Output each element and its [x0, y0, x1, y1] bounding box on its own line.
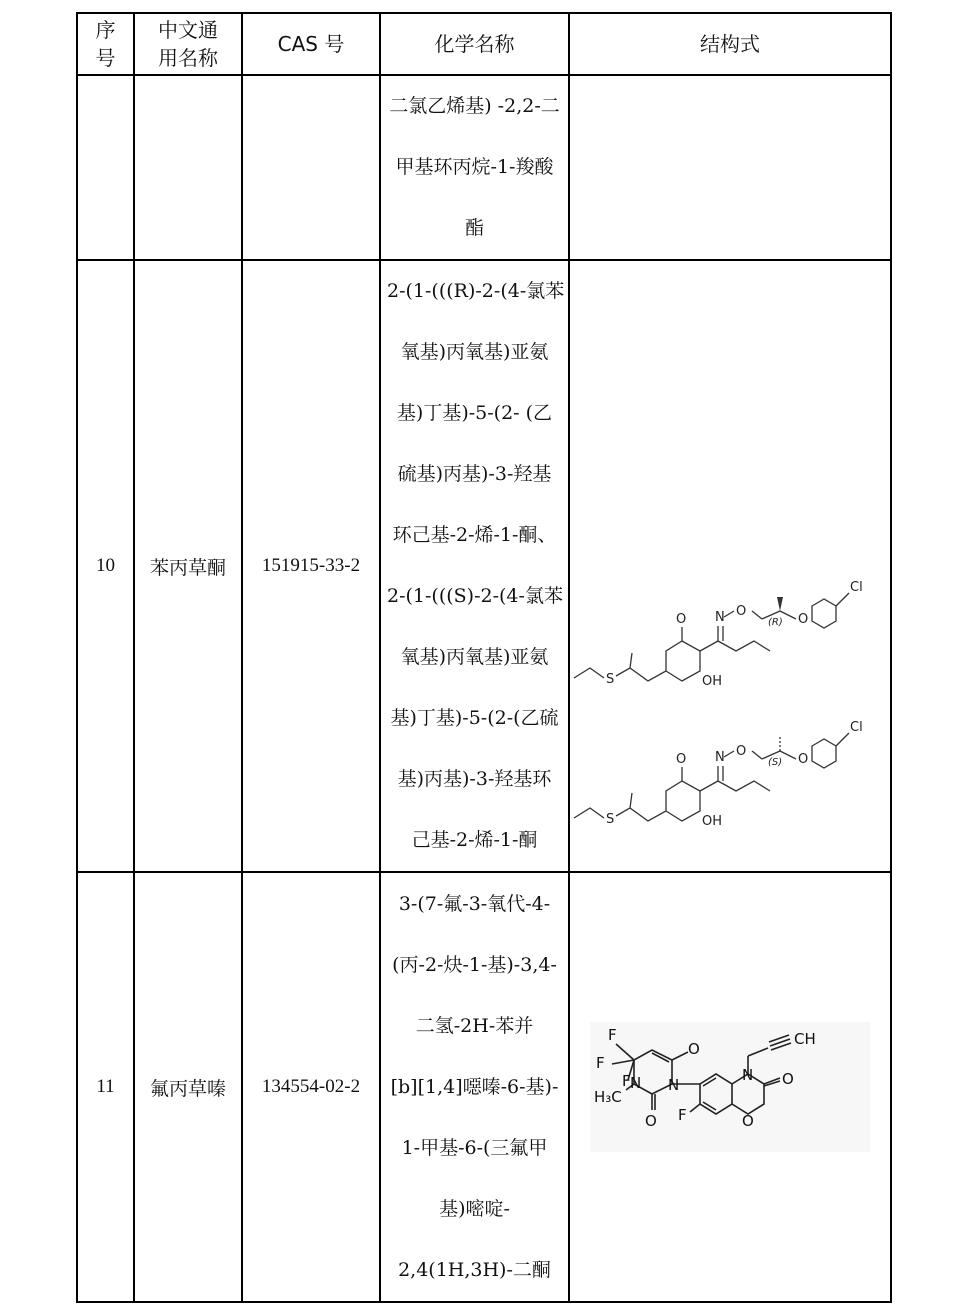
atom-label: Cl	[850, 580, 863, 595]
cas-cell: 134554-02-2	[242, 872, 380, 1302]
chemical-name-line: 环己基-2-烯-1-酮、	[392, 524, 557, 546]
chemical-name-line: 硫基)丙基)-3-羟基	[397, 463, 552, 485]
chemical-name-cell	[380, 75, 569, 260]
atom-label: N	[668, 1076, 680, 1094]
atom-label: O	[688, 1040, 700, 1058]
atom-label: O	[736, 744, 747, 759]
cas-cell	[242, 75, 380, 260]
atom-label: S	[606, 812, 615, 827]
chemical-name-line: (丙-2-炔-1-基)-3,4-	[392, 953, 557, 976]
header-row	[77, 13, 891, 75]
atom-label: F	[596, 1054, 605, 1072]
structure-cell	[569, 872, 891, 1302]
atom-label: N	[630, 1074, 642, 1092]
stereo-label: (R)	[768, 617, 783, 628]
pesticide-registry-table	[76, 12, 892, 1303]
atom-label: F	[608, 1026, 617, 1044]
atom-label: F	[678, 1106, 687, 1124]
atom-label: OH	[702, 674, 723, 689]
chemical-name-line: 二氯乙烯基) -2,2-二	[389, 95, 560, 117]
atom-label: O	[645, 1112, 657, 1130]
atom-label: O	[736, 604, 747, 619]
stereo-label: (S)	[768, 757, 783, 768]
atom-label: O	[798, 612, 809, 627]
atom-label: N	[715, 610, 725, 625]
chemical-name-line: 基)丁基)-5-(2-(乙硫	[390, 707, 559, 729]
s-isomer-structure	[574, 733, 849, 821]
r-isomer-structure	[574, 593, 849, 681]
atom-label: Cl	[850, 720, 863, 735]
chemical-name-line: 甲基环丙烷-1-羧酸	[395, 156, 554, 178]
chemical-name-cell	[380, 260, 569, 872]
atom-label: O	[676, 612, 687, 627]
chemical-name-line: 基)嘧啶-	[439, 1197, 510, 1220]
chemical-name-cell	[380, 872, 569, 1302]
profoxydim-structure-diagram	[570, 571, 888, 871]
chemical-name-line: 2-(1-(((S)-2-(4-氯苯	[387, 585, 563, 607]
header-chemical-name: 化学名称	[380, 13, 569, 75]
chemical-name-line: 2,4(1H,3H)-二酮	[398, 1258, 551, 1281]
row-no-cell	[77, 75, 134, 260]
atom-label: F	[622, 1072, 631, 1090]
structure-cell	[569, 75, 891, 260]
atom-label: N	[715, 750, 725, 765]
chemical-name-line: 2-(1-(((R)-2-(4-氯苯	[387, 280, 565, 302]
chemical-name-line: 基)丙基)-3-羟基环	[397, 768, 552, 790]
header-no: 序 号	[77, 13, 134, 75]
table-row	[77, 872, 891, 1302]
chemical-name-line: 1-甲基-6-(三氟甲	[401, 1136, 548, 1159]
atom-label: O	[742, 1112, 754, 1130]
atom-label: S	[606, 672, 615, 687]
table-row	[77, 260, 891, 872]
common-name-cell: 苯丙草酮	[134, 260, 242, 872]
atom-label: N	[742, 1066, 754, 1084]
header-cas: CAS 号	[242, 13, 380, 75]
header-common-name: 中文通 用名称	[134, 13, 242, 75]
atom-label: O	[782, 1070, 794, 1088]
chemical-name-line: 己基-2-烯-1-酮	[411, 829, 538, 851]
common-name-cell	[134, 75, 242, 260]
chemical-name-line: 氧基)丙氧基)亚氨	[400, 341, 549, 363]
atom-label: O	[798, 752, 809, 767]
header-structure: 结构式	[569, 13, 891, 75]
chemical-name-line: 3-(7-氟-3-氧代-4-	[398, 892, 551, 915]
structure-cell	[569, 260, 891, 872]
chemical-name-line: 氧基)丙氧基)亚氨	[400, 646, 549, 668]
table-row	[77, 75, 891, 260]
chemical-name-line: 二氢-2H-苯并	[415, 1014, 534, 1037]
flumioxazin-structure-diagram	[590, 1022, 870, 1152]
cas-cell: 151915-33-2	[242, 260, 380, 872]
atom-label: H₃C	[594, 1088, 622, 1106]
atom-label: OH	[702, 814, 723, 829]
chemical-name-line: 基)丁基)-5-(2- (乙	[396, 402, 553, 424]
chemical-name-line: [b][1,4]噁嗪-6-基)-	[390, 1075, 559, 1098]
atom-label: CH	[794, 1030, 816, 1048]
chemical-name-line: 酯	[464, 217, 484, 239]
atom-label: O	[676, 752, 687, 767]
common-name-cell: 氟丙草嗪	[134, 872, 242, 1302]
row-no-cell: 11	[77, 872, 134, 1302]
row-no-cell: 10	[77, 260, 134, 872]
